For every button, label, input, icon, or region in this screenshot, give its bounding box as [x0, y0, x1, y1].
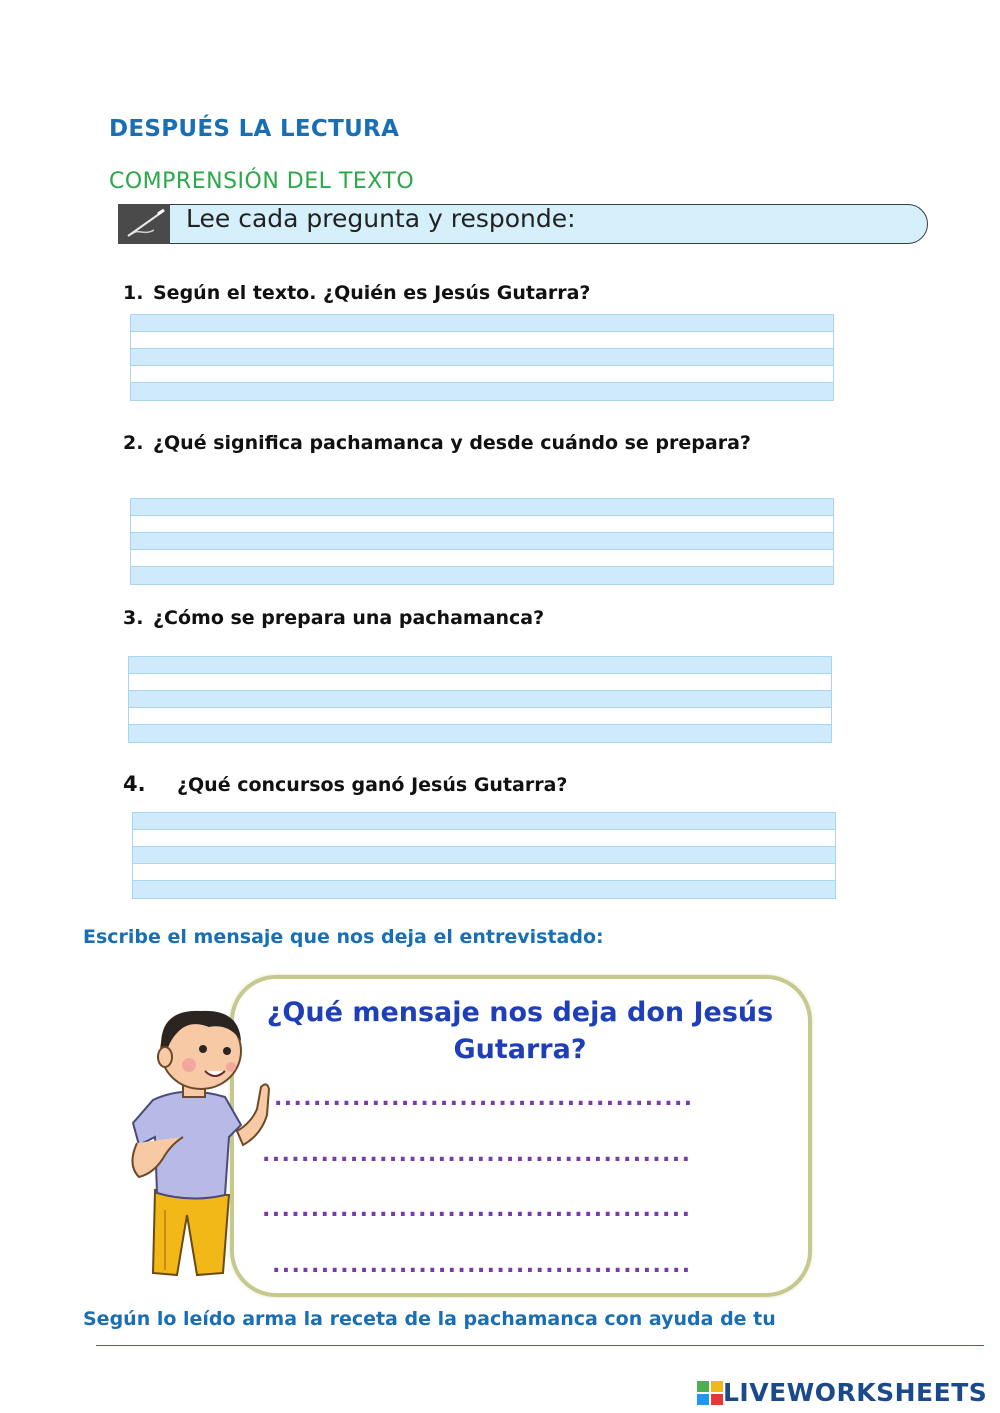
message-line-3[interactable]: ............................................: [262, 1197, 692, 1222]
bubble-question: ¿Qué mensaje nos deja don Jesús Gutarra?: [266, 997, 774, 1065]
section-title: DESPUÉS LA LECTURA: [109, 116, 400, 142]
question-text: ¿Qué significa pachamanca y desde cuándo se prepara?: [153, 432, 751, 454]
answer-field-3[interactable]: [128, 656, 832, 743]
answer-field-4[interactable]: [132, 812, 836, 899]
question-number: 1.: [123, 282, 144, 304]
question-text: ¿Cómo se prepara una pachamanca?: [153, 607, 545, 629]
message-line-2[interactable]: ............................................: [262, 1142, 692, 1167]
recipe-instruction: Según lo leído arma la receta de la pachamanca con ayuda de tu: [83, 1308, 776, 1330]
question-number: 3.: [123, 607, 144, 629]
liveworksheets-logo: [697, 1378, 987, 1407]
question-number: 2.: [123, 432, 144, 454]
message-label: Escribe el mensaje que nos deja el entrevistado:: [83, 926, 604, 948]
instruction-text: Lee cada pregunta y responde:: [186, 204, 576, 233]
message-line-1[interactable]: ...........................................: [274, 1086, 694, 1111]
answer-field-2[interactable]: [130, 498, 834, 585]
answer-field-1[interactable]: [130, 314, 834, 401]
question-number: 4.: [123, 772, 146, 796]
liveworksheets-icon: [697, 1381, 723, 1405]
section-subtitle: COMPRENSIÓN DEL TEXTO: [109, 169, 415, 194]
divider: [96, 1345, 984, 1346]
question-1: [123, 282, 590, 304]
question-text: Según el texto. ¿Quién es Jesús Gutarra?: [153, 282, 591, 304]
question-3: [123, 607, 544, 629]
message-line-4[interactable]: ...........................................: [272, 1253, 692, 1278]
boy-illustration: [125, 1005, 275, 1280]
question-4: [123, 772, 567, 796]
brand-name: LIVEWORKSHEETS: [723, 1378, 988, 1407]
question-2: [123, 432, 751, 454]
question-text: ¿Qué concursos ganó Jesús Gutarra?: [177, 774, 568, 796]
pencil-icon: [118, 204, 170, 244]
